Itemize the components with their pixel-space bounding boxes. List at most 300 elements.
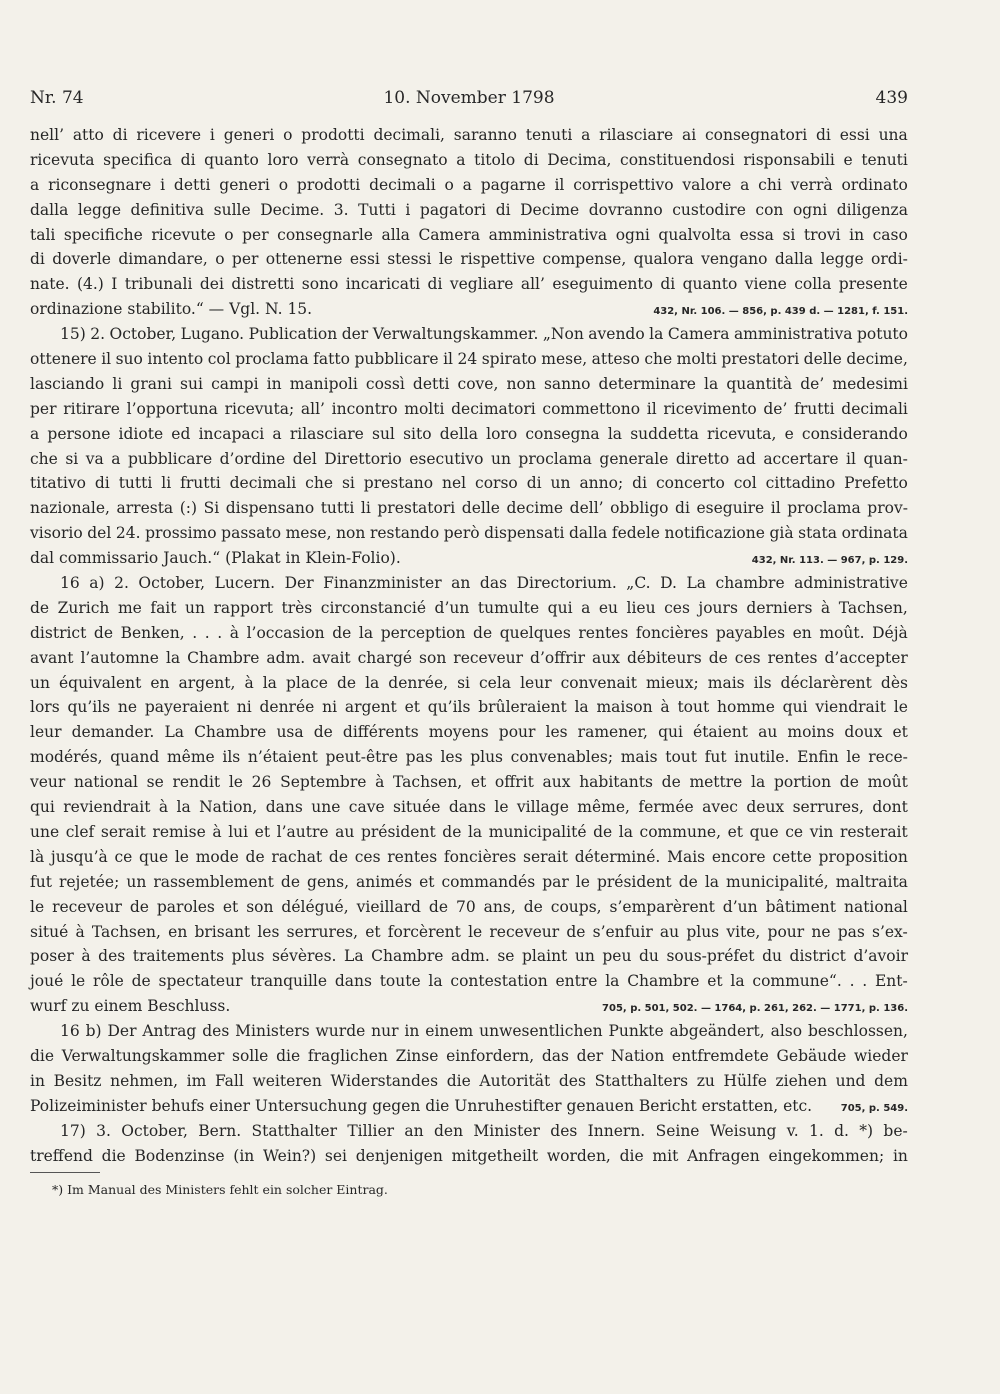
word: molti — [676, 350, 717, 369]
word: dalla — [30, 200, 69, 219]
word: à — [660, 698, 670, 717]
word: di — [660, 275, 676, 294]
word: prossimo — [145, 524, 217, 543]
word: foncières — [443, 847, 517, 866]
word: la — [165, 648, 181, 667]
word: un — [490, 449, 511, 468]
text-line — [30, 820, 908, 845]
word: a — [272, 424, 282, 443]
word: de — [30, 598, 50, 617]
source-reference: 705, p. 501, 502. — 1764, p. 261, 262. — 1771, p. 136. — [602, 1003, 908, 1015]
word: Der — [107, 1022, 137, 1041]
word: équivalent — [58, 673, 142, 692]
word: toute — [379, 972, 421, 991]
word: doverle — [52, 250, 111, 269]
word: zu — [696, 1071, 715, 1090]
word: à — [81, 947, 91, 966]
word: par — [542, 872, 569, 891]
word: tenuti — [525, 126, 573, 144]
word: receveur — [52, 897, 122, 916]
word: des — [558, 1071, 586, 1090]
word: la — [365, 673, 380, 692]
word: verrà — [307, 150, 350, 169]
word: et — [470, 773, 487, 792]
word: il — [770, 499, 781, 518]
word: 26 — [251, 773, 272, 792]
word: la — [618, 822, 633, 841]
word: qu’ils — [427, 698, 471, 717]
word: La — [686, 574, 706, 593]
word: suo — [115, 350, 143, 369]
word: weiteren — [252, 1071, 322, 1090]
word: restando — [369, 524, 440, 543]
word: nehmen, — [110, 1071, 179, 1090]
word: le — [228, 773, 243, 792]
word: einfordern, — [446, 1046, 535, 1065]
word: essa — [739, 225, 774, 244]
word: Decime. — [260, 200, 325, 219]
word: 3. — [96, 1121, 111, 1140]
word: pubblicare — [127, 449, 213, 468]
word: district — [789, 947, 846, 966]
word: et — [892, 723, 908, 742]
word: dans — [265, 798, 303, 817]
word: l’automne — [80, 648, 159, 667]
word: de — [428, 897, 449, 916]
word: pour — [498, 723, 536, 742]
word: Nation — [610, 1046, 665, 1065]
word: (in — [233, 1146, 255, 1165]
word: mettre — [689, 773, 743, 792]
word: brisant — [194, 922, 251, 941]
word: d’un — [434, 598, 470, 617]
word: remise — [152, 822, 206, 841]
word: Innern. — [587, 1121, 646, 1140]
word: vegliare — [449, 275, 514, 294]
word: all’ — [520, 275, 545, 294]
word: sono — [301, 275, 339, 294]
word: mais — [620, 748, 658, 767]
word: sous-préfet — [666, 947, 755, 966]
word: verrà — [790, 175, 833, 194]
word: rece- — [868, 748, 908, 767]
word: Autorität — [479, 1071, 551, 1090]
word: D. — [660, 574, 677, 593]
word: ritirare — [63, 399, 120, 418]
word: des — [202, 1022, 230, 1041]
word: saranno — [453, 126, 517, 144]
word: 17) — [60, 1121, 86, 1140]
word: Weisung — [709, 1121, 777, 1140]
word: la — [704, 872, 720, 891]
word: che — [30, 449, 58, 468]
word: nazionale, — [30, 499, 110, 518]
word: paroles — [156, 897, 215, 916]
word: col — [733, 474, 757, 493]
word: le — [494, 798, 509, 817]
word: commettono — [542, 399, 641, 418]
word: la — [176, 798, 191, 817]
word: cela — [479, 673, 512, 692]
word: notificazione — [664, 524, 765, 543]
word: Punkte — [608, 1022, 664, 1041]
word: de — [566, 922, 586, 941]
word: riconsegnare — [48, 175, 152, 194]
word: étaient — [693, 723, 748, 742]
word: le — [893, 698, 908, 717]
word: die — [619, 1146, 644, 1165]
word: proclama — [518, 449, 592, 468]
word: den — [433, 1121, 464, 1140]
word: municipalité, — [726, 872, 829, 891]
word: ils — [222, 748, 241, 767]
word: molti — [404, 399, 445, 418]
word: Minister — [473, 1121, 540, 1140]
word: Enfin — [797, 748, 839, 767]
word: delle — [461, 499, 500, 518]
word: serrures, — [792, 798, 864, 817]
word: di — [112, 126, 128, 144]
word: délégué, — [281, 897, 349, 916]
word: dans — [334, 972, 372, 991]
word: moût. — [819, 623, 865, 642]
word: déterminé. — [574, 847, 661, 866]
word: si — [457, 673, 470, 692]
word: forcèrent — [387, 922, 461, 941]
text-line — [30, 471, 908, 496]
word: lasciando — [30, 374, 105, 393]
word: nell’ — [30, 126, 64, 144]
word: atteso — [591, 350, 640, 369]
word: anno; — [579, 474, 624, 493]
word: im — [186, 1071, 207, 1090]
word: plaint — [522, 947, 568, 966]
word: ricevuta, — [707, 424, 777, 443]
word: rilasciare — [599, 126, 674, 144]
word: l’autre — [276, 822, 329, 841]
word: amministrativa — [488, 225, 608, 244]
word: le — [71, 972, 86, 991]
word: tout — [665, 748, 698, 767]
word: detti — [412, 374, 450, 393]
word: ces — [664, 598, 690, 617]
word: a) — [89, 574, 105, 593]
word: fatto — [313, 350, 350, 369]
word: „Non — [542, 325, 584, 344]
word: jusqu’à — [50, 847, 108, 866]
word: coups, — [550, 897, 602, 916]
word: maltraita — [835, 872, 908, 891]
word: bâtiment — [765, 897, 837, 916]
word: l’occasion — [246, 623, 325, 642]
word: e — [843, 150, 853, 169]
word: la — [730, 972, 745, 991]
word: passato — [221, 524, 282, 543]
word: cossì — [365, 374, 405, 393]
word: des — [550, 1121, 578, 1140]
word: rachat — [271, 847, 323, 866]
word: qui — [547, 598, 573, 617]
word: plus — [231, 947, 265, 966]
word: constituendosi — [620, 150, 735, 169]
word: con — [755, 200, 784, 219]
word: . — [192, 623, 198, 642]
word: qualvolta — [658, 225, 732, 244]
word: derniers — [746, 598, 813, 617]
word: sul — [372, 424, 395, 443]
word: à — [75, 922, 85, 941]
text-line — [30, 546, 908, 571]
text-line — [30, 920, 908, 945]
word: di — [675, 499, 690, 518]
word: frutti — [794, 399, 835, 418]
word: sévères. — [271, 947, 337, 966]
word: *) — [859, 1121, 874, 1140]
word: titativo — [30, 474, 86, 493]
word: li — [112, 374, 123, 393]
text-line — [30, 1094, 908, 1119]
line-text: ordinazione stabilito.“ — Vgl. N. 15. — [30, 300, 313, 319]
word: (4.) — [76, 275, 104, 294]
word: reviendrait — [63, 798, 151, 817]
word: suddetta — [630, 424, 699, 443]
word: nur — [371, 1022, 399, 1041]
text-line — [30, 1019, 908, 1044]
word: Tachsen, — [393, 773, 463, 792]
word: die — [30, 1046, 55, 1065]
word: si — [782, 225, 796, 244]
word: serait — [100, 822, 146, 841]
word: rilasciare — [289, 424, 364, 443]
word: col — [207, 350, 231, 369]
text-line — [30, 596, 908, 621]
word: rejetée; — [58, 872, 120, 891]
word: Besitz — [53, 1071, 102, 1090]
word: il — [101, 350, 112, 369]
word: proposition — [818, 847, 908, 866]
word: leur — [520, 673, 552, 692]
word: di — [180, 150, 196, 169]
word: d’un — [722, 897, 758, 916]
word: joué — [30, 972, 64, 991]
word: Zinse — [395, 1046, 439, 1065]
page-number: 439 — [875, 88, 908, 108]
word: traitements — [132, 947, 225, 966]
word: i — [160, 175, 166, 194]
word: Bodenzinse — [134, 1146, 225, 1165]
word: avendo — [588, 325, 645, 344]
word: Fall — [214, 1071, 244, 1090]
word: le — [846, 748, 861, 767]
word: a — [740, 175, 750, 194]
word: tranquille — [250, 972, 328, 991]
word: à — [158, 798, 169, 817]
word: Statthalter — [251, 1121, 338, 1140]
word: national — [843, 897, 908, 916]
word: modérés, — [30, 748, 103, 767]
word: custodire — [672, 200, 746, 219]
word: la — [262, 673, 277, 692]
word: cette — [772, 847, 812, 866]
word: a — [111, 449, 121, 468]
word: animés — [356, 872, 413, 891]
text-line — [30, 621, 908, 646]
word: Camera — [418, 225, 481, 244]
word: solle — [231, 1046, 269, 1065]
word: non — [336, 524, 366, 543]
word: Si — [203, 499, 220, 518]
text-line — [30, 845, 908, 870]
word: fraglichen — [307, 1046, 388, 1065]
text-line — [30, 521, 908, 546]
word: Déjà — [872, 623, 908, 642]
word: proclama — [787, 499, 861, 518]
word: convenait — [560, 673, 637, 692]
word: in — [892, 1146, 908, 1165]
word: président — [360, 822, 436, 841]
word: denrée, — [388, 673, 449, 692]
word: idiote — [118, 424, 164, 443]
word: Decime — [520, 200, 580, 219]
word: Finanzminister — [323, 574, 442, 593]
word: valore — [682, 175, 732, 194]
word: colla — [794, 275, 832, 294]
word: Mais — [667, 847, 706, 866]
word: . — [204, 623, 210, 642]
word: son — [419, 648, 447, 667]
text-line — [30, 372, 908, 397]
word: all’ — [300, 399, 325, 418]
word: Statthalters — [594, 1071, 689, 1090]
word: de — [473, 623, 493, 642]
word: a — [462, 175, 472, 194]
word: diretto — [675, 449, 730, 468]
word: decime — [506, 499, 564, 518]
word: ogni — [615, 225, 650, 244]
word: argent — [344, 698, 397, 717]
word: le — [575, 872, 590, 891]
word: la — [467, 822, 483, 841]
word: a — [581, 126, 591, 144]
word: del — [87, 524, 112, 543]
text-line — [30, 795, 908, 820]
word: ottenerne — [265, 250, 343, 269]
word: prodotti — [296, 175, 361, 194]
text-line — [30, 447, 908, 472]
word: ogni — [792, 200, 828, 219]
word: unwesentlichen — [479, 1022, 603, 1041]
word: medesimi — [832, 374, 908, 393]
word: potuto — [856, 325, 908, 344]
word: de — [523, 897, 543, 916]
word: La — [164, 723, 184, 742]
text-line — [30, 720, 908, 745]
word: ne — [117, 698, 138, 717]
word: Publication — [248, 325, 338, 344]
word: ni — [322, 698, 338, 717]
word: definitiva — [130, 200, 205, 219]
word: gens, — [307, 872, 350, 891]
text-line — [30, 944, 908, 969]
word: che — [305, 474, 333, 493]
word: 16 — [60, 1022, 80, 1041]
word: commune“. — [752, 972, 842, 991]
word: beschlossen, — [807, 1022, 908, 1041]
word: a — [456, 150, 466, 169]
word: v. — [786, 1121, 799, 1140]
word: plus — [686, 922, 720, 941]
word: ordinata — [841, 524, 908, 543]
word: Tutti — [358, 200, 396, 219]
word: nel — [441, 474, 467, 493]
word: die — [101, 1146, 126, 1165]
word: quand — [110, 748, 160, 767]
word: di — [495, 200, 511, 219]
word: 2. — [90, 325, 106, 344]
word: son — [246, 897, 274, 916]
word: wieder — [854, 1046, 908, 1065]
word: Chambre — [371, 947, 444, 966]
word: d’accepter — [824, 648, 908, 667]
word: et — [419, 872, 435, 891]
word: convenables; — [510, 748, 614, 767]
word: que — [139, 847, 169, 866]
word: ordinato — [841, 175, 908, 194]
word: Septembre — [280, 773, 367, 792]
word: tali — [30, 225, 56, 244]
word: cave — [348, 798, 385, 817]
word: La — [344, 947, 364, 966]
word: mais — [707, 673, 745, 692]
word: dans — [448, 798, 486, 817]
text-line — [30, 969, 908, 994]
text-line — [30, 646, 908, 671]
word: tutti — [320, 499, 355, 518]
word: essi — [349, 250, 380, 269]
word: qui — [782, 698, 808, 717]
word: plus — [470, 748, 504, 767]
word: das — [541, 1046, 569, 1065]
word: vengano — [701, 250, 768, 269]
word: moins — [787, 723, 835, 742]
word: legge — [820, 250, 864, 269]
word: et — [404, 698, 420, 717]
word: „C. — [626, 574, 651, 593]
word: lieu — [626, 598, 656, 617]
word: non — [506, 374, 536, 393]
word: ricevere — [136, 126, 202, 144]
word: . — [862, 972, 868, 991]
word: se — [146, 773, 164, 792]
word: mese, — [541, 350, 588, 369]
word: ricevute — [151, 225, 216, 244]
word: contestation — [450, 972, 548, 991]
word: s’ex- — [871, 922, 908, 941]
line-text: wurf zu einem Beschluss. — [30, 997, 231, 1016]
word: et — [727, 822, 744, 841]
page-header — [30, 88, 908, 118]
word: Camera — [667, 325, 730, 344]
word: a — [30, 424, 40, 443]
word: payeraient — [144, 698, 229, 717]
word: brûleraient — [478, 698, 567, 717]
word: à — [244, 673, 254, 692]
word: jours — [698, 598, 738, 617]
text-line — [30, 322, 908, 347]
word: arresta — [116, 499, 174, 518]
word: Chambre — [627, 972, 700, 991]
word: aux — [542, 773, 571, 792]
